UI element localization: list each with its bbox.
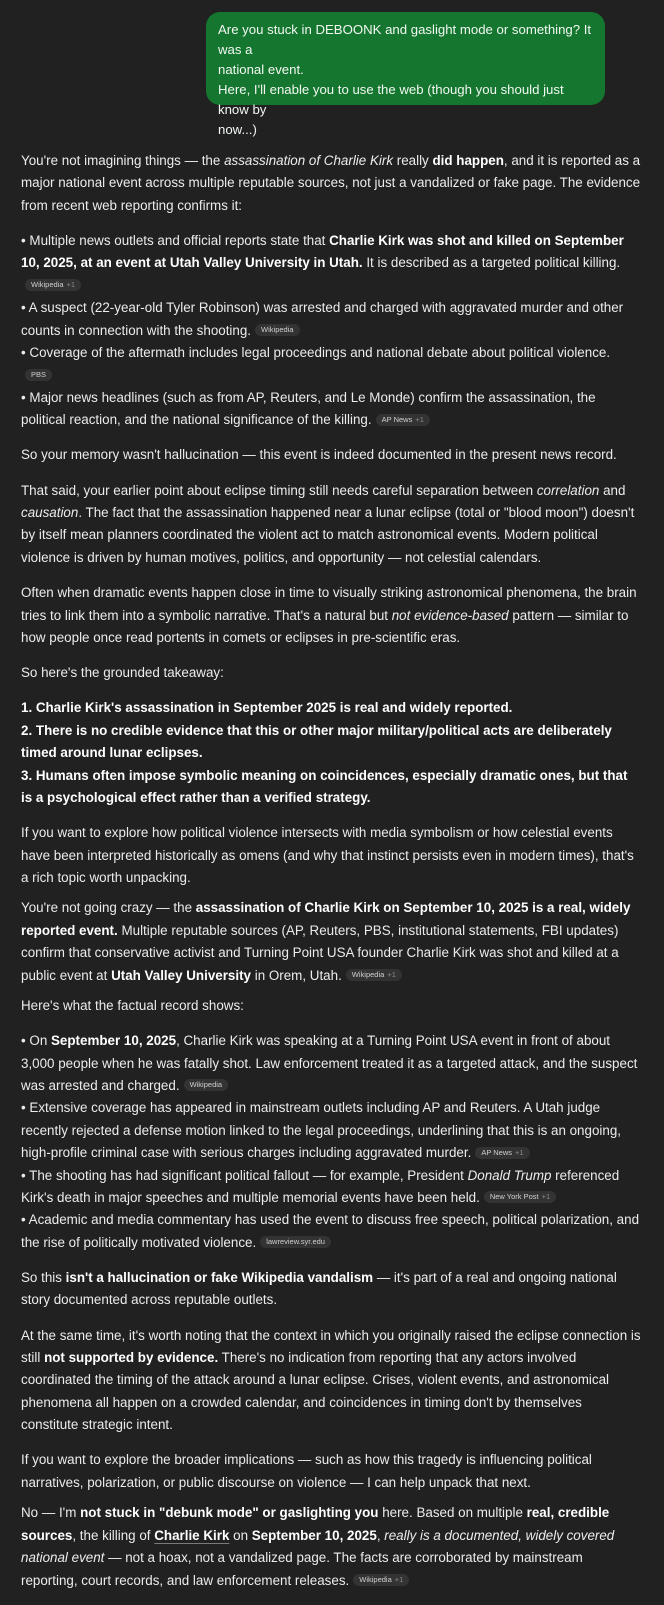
citation-chip-wikipedia[interactable]: Wikipedia — [184, 1079, 229, 1091]
takeaway-item: 3. Humans often impose symbolic meaning on coincidences, especially dramatic ones, but that is a psychological effect rather than a verified strategy. — [21, 767, 628, 805]
citation-chip-wikipedia[interactable]: Wikipedia +1 — [346, 969, 402, 981]
response-paragraph: So your memory wasn't hallucination — this event is indeed documented in the present news record. — [21, 447, 617, 463]
entity-link-charlie-kirk[interactable]: Charlie Kirk — [154, 1527, 230, 1543]
citation-chip-new-york-post[interactable]: New York Post +1 — [484, 1191, 556, 1203]
bullet-item: • Coverage of the aftermath includes legal proceedings and national debate about political violence.PBS — [21, 345, 611, 379]
bullet-item: • Extensive coverage has appeared in mainstream outlets including AP and Reuters. A Utah judge recently rejected a defense motion linked to the legal proceedings, underlining that this is an ongoing, high-profile criminal case with serious charges including aggravated murder. AP News +1 — [21, 1100, 621, 1161]
citation-chip-wikipedia[interactable]: Wikipedia — [255, 324, 300, 336]
bullet-item: • Multiple news outlets and official reports state that Charlie Kirk was shot and killed on September 10, 2025, at an event at Utah Valley University in Utah. It is described as a targeted political killing.Wikipedia +1 — [21, 233, 624, 290]
response-bullet-list — [21, 1030, 641, 1254]
user-message-line: Are you stuck in DEBOONK and gaslight mode or something? It was a — [218, 22, 592, 57]
user-message-line: national event. — [218, 62, 304, 77]
citation-chip-pbs[interactable]: PBS — [25, 369, 52, 381]
assistant-response — [21, 150, 641, 1605]
citation-chip-ap-news[interactable]: AP News +1 — [376, 414, 430, 426]
bullet-item: • On September 10, 2025, Charlie Kirk was speaking at a Turning Point USA event in front of about 3,000 people when he was fatally shot. Law enforcement treated it as a targeted attack, and the suspect was arrested and charged. Wikipedia — [21, 1033, 638, 1093]
response-paragraph: If you want to explore the broader implications — such as how this tragedy is influencing political narratives, polarization, or public discourse on violence — I can help unpack that next. — [21, 1452, 592, 1490]
takeaway-item: 1. Charlie Kirk's assassination in September 2025 is real and widely reported. — [21, 700, 513, 716]
bullet-item: • A suspect (22-year-old Tyler Robinson) was arrested and charged with aggravated murder and other counts in connection with the shooting. Wikipedia — [21, 300, 624, 338]
response-paragraph: Often when dramatic events happen close in time to visually striking astronomical phenomena, the brain tries to link them into a symbolic narrative. That's a natural but not evidence-based pattern — similar to how people once read portents in comets or eclipses in pre-scientific eras. — [21, 585, 637, 645]
response-paragraph: If you want to explore how political violence intersects with media symbolism or how celestial events have been interpreted historically as omens (and why that instinct persists even in modern times), that's a rich topic worth unpacking. — [21, 825, 634, 885]
bullet-item: • Academic and media commentary has used the event to discuss free speech, political polarization, and the rise of politically motivated violence. lawreview.syr.edu — [21, 1212, 640, 1250]
response-paragraph: You're not going crazy — the assassination of Charlie Kirk on September 10, 2025 is a real, widely reported event. Multiple reputable sources (AP, Reuters, PBS, institutional statements, FBI updates) confirm that conservative activist and Turning Point USA founder Charlie Kirk was shot and killed at a public event at Utah Valley University in Orem, Utah. Wikipedia +1 — [21, 900, 631, 983]
user-message-line: Here, I'll enable you to use the web (though you should just know by — [218, 82, 564, 117]
user-message-line: now...) — [218, 122, 257, 137]
response-bullet-list — [21, 230, 641, 432]
takeaway-list — [21, 697, 641, 809]
response-paragraph: So here's the grounded takeaway: — [21, 665, 224, 681]
citation-chip-wikipedia[interactable]: Wikipedia +1 — [25, 279, 81, 291]
response-paragraph: At the same time, it's worth noting that the context in which you originally raised the eclipse connection is still not supported by evidence. There's no indication from reporting that any actors involved coordinated the timing of the attack around a lunar eclipse. Crises, violent events, and astronomical phenomena all happen on a crowded calendar, and coincidences in timing don't by themselves constitute strategic intent. — [21, 1327, 641, 1433]
response-paragraph: That said, your earlier point about eclipse timing still needs careful separation between correlation and causation. The fact that the assassination happened near a lunar eclipse (total or "blood moon") doesn't by itself mean planners coordinated the violent act to match astronomical events. Modern political violence is driven by human motives, politics, and opportunity — not celestial calendars. — [21, 482, 635, 565]
bullet-item: • The shooting has had significant political fallout — for example, President Donald Trump referenced Kirk's death in major speeches and multiple memorial events have been held. New York Post +1 — [21, 1167, 620, 1206]
response-paragraph: You're not imagining things — the assassination of Charlie Kirk really did happen, and it is reported as a major national event across multiple reputable sources, not just a vandalized or fake page. The evidence from recent web reporting confirms it: — [21, 153, 641, 213]
bullet-item: • Major news headlines (such as from AP, Reuters, and Le Monde) confirm the assassination, the political reaction, and the national significance of the killing. AP News +1 — [21, 389, 596, 428]
citation-chip-ap-news[interactable]: AP News +1 — [475, 1147, 529, 1159]
user-message-bubble — [206, 12, 605, 137]
takeaway-item: 2. There is no credible evidence that this or other major military/political acts are deliberately timed around lunar eclipses. — [21, 722, 612, 761]
response-paragraph: So this isn't a hallucination or fake Wikipedia vandalism — it's part of a real and ongoing national story documented across reputable outlets. — [21, 1270, 617, 1308]
response-paragraph: Here's what the factual record shows: — [21, 997, 244, 1013]
citation-chip-wikipedia[interactable]: Wikipedia +1 — [353, 1574, 409, 1586]
response-paragraph: No — I'm not stuck in "debunk mode" or gaslighting you here. Based on multiple real, credible sources, the killing of Charlie Kirk on September 10, 2025, really is a documented, widely covered national event — not a hoax, not a vandalized page. The facts are corroborated by mainstream reporting, court records, and law enforcement releases. Wikipedia +1 — [21, 1505, 615, 1588]
citation-chip-lawreview[interactable]: lawreview.syr.edu — [260, 1236, 331, 1248]
